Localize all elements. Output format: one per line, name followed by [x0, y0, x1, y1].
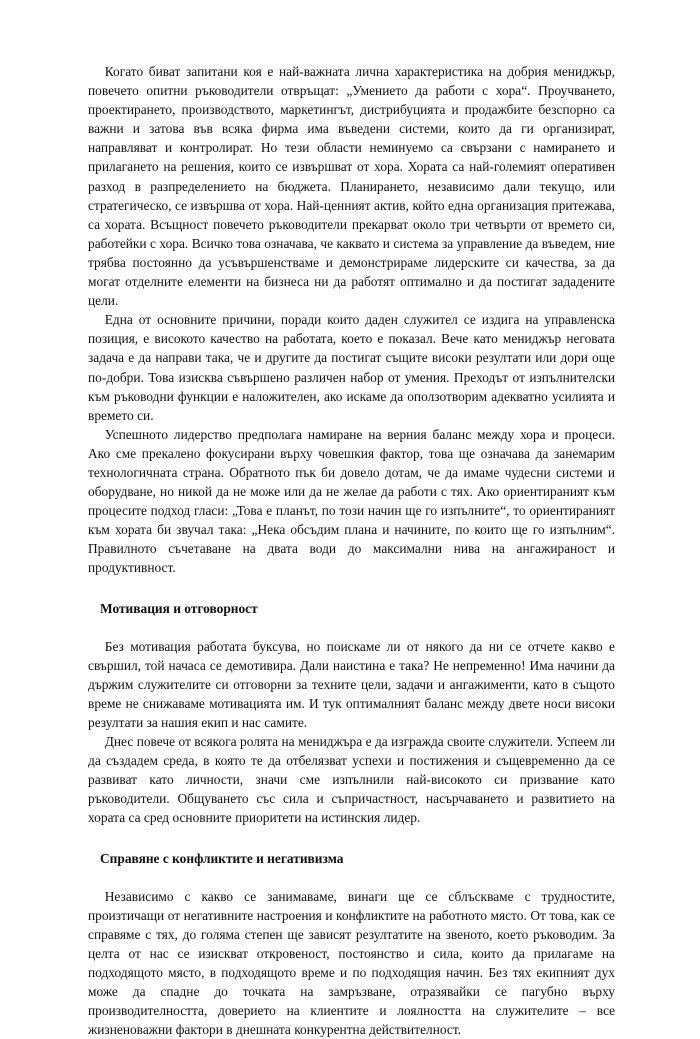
intro-paragraph-3: Успешното лидерство предполага намиране на верния баланс между хора и процеси. Ако сме прекалено фокусирани върху човешкия фактор, това ще означава да занемарим технологичната страна. Обратното пък би довело дотам, че да имаме чудесни системи и оборудване, но никой да не може или да не желае да работи с тях. Ако ориентираният към процесите подход гласи: „Това е планът, по този начин ще го изпълните“, то ориентираният към хората би звучал така: „Нека обсъдим плана и начините, по които ще го изпълним“. Правилното съчетаване на двата води до максимални нива на ангажираност и продуктивност.	[88, 426, 615, 576]
document-body	[88, 62, 615, 1039]
conflicts-paragraph-1: Независимо с какво се занимаваме, винаги ще се сблъскваме с трудностите, произтичащи от негативните настроения и конфликтите на работното място. От това, как се справяме с тях, до голяма степен ще зависят резултатите на звеното, което ръководим. За целта от нас се изискват откровеност, постоянство и сила, които да прилагаме на подходящото място, в подходящото време и по подходящия начин. Без тях екипният дух може да спадне до точката на замръзване, отразявайки се пагубно върху производителността, доверието на клиентите и лоялността на служителите – все жизненоважни фактори в днешната конкурентна действителност.	[88, 888, 615, 1038]
section-heading-motivation: Мотивация и отговорност	[100, 600, 258, 616]
spacer	[88, 618, 615, 637]
spacer	[88, 868, 615, 887]
motivation-paragraph-2: Днес повече от всякога ролята на мениджъра е да изгражда своите служители. Успеем ли да създадем среда, в която те да отбелязват успехи и постижения и същевременно да се развиват като личности, значи сме изпълнили най-високото си призвание като ръководители. Общуването със сила и съпричастност, насърчаването и развитието на хората са сред основните приоритети на истинския лидер.	[88, 734, 615, 826]
section-heading-conflicts: Справяне с конфликтите и негативизма	[100, 850, 344, 866]
motivation-paragraph-1: Без мотивация работата буксува, но поискаме ли от някого да ни се отчете какво е свършил, той начаса се демотивира. Дали наистина е така? Не непременно! Има начини да държим служителите си отговорни за техните цели, задачи и ангажименти, като в същото време не снижаваме мотивацията им. И тук оптималният баланс между двете носи високи резултати за нашия екип и нас самите.	[88, 638, 615, 730]
intro-paragraph-1: Когато биват запитани коя е най-важната лична характеристика на добрия мениджър, повечето опитни ръководители отвръщат: „Умението да работи с хора“. Проучването, проектирането, производството, маркетингът, дистрибуцията и продажбите безспорно са важни и затова във всяка фирма има въведени системи, които да ги организират, направляват и контролират. Но тези области неминуемо са свързани с намирането и прилагането на решения, които се извършват от хора. Хората са най-големият оперативен разход в разпределението на бюджета. Планирането, независимо дали текущо, или стратегическо, се извършва от хора. Най-ценният актив, който една организация притежава, са хората. Всъщност повечето ръководители прекарват около три четвърти от времето си, работейки с хора. Всичко това означава, че каквато и система за управление да въведем, ние трябва постоянно да усъвършенстваме и демонстрираме лидерските си качества, за да могат отделните елементи на бизнеса ни да работят оптимално и да постигат зададените цели.	[88, 64, 615, 309]
intro-paragraph-2: Една от основните причини, поради които даден служител се издига на управленска позиция, е високото качество на работата, което е показал. Вече като мениджър неговата задача е да направи така, че и другите да постигат същите високи резултати или дори още по-добри. Това изисква съвършено различен набор от умения. Преходът от изпълнителски към ръководни функции е наложителен, ако искаме да оползотворим адекватно усилията и времето си.	[88, 312, 615, 423]
spacer	[88, 578, 615, 599]
spacer	[88, 828, 615, 849]
